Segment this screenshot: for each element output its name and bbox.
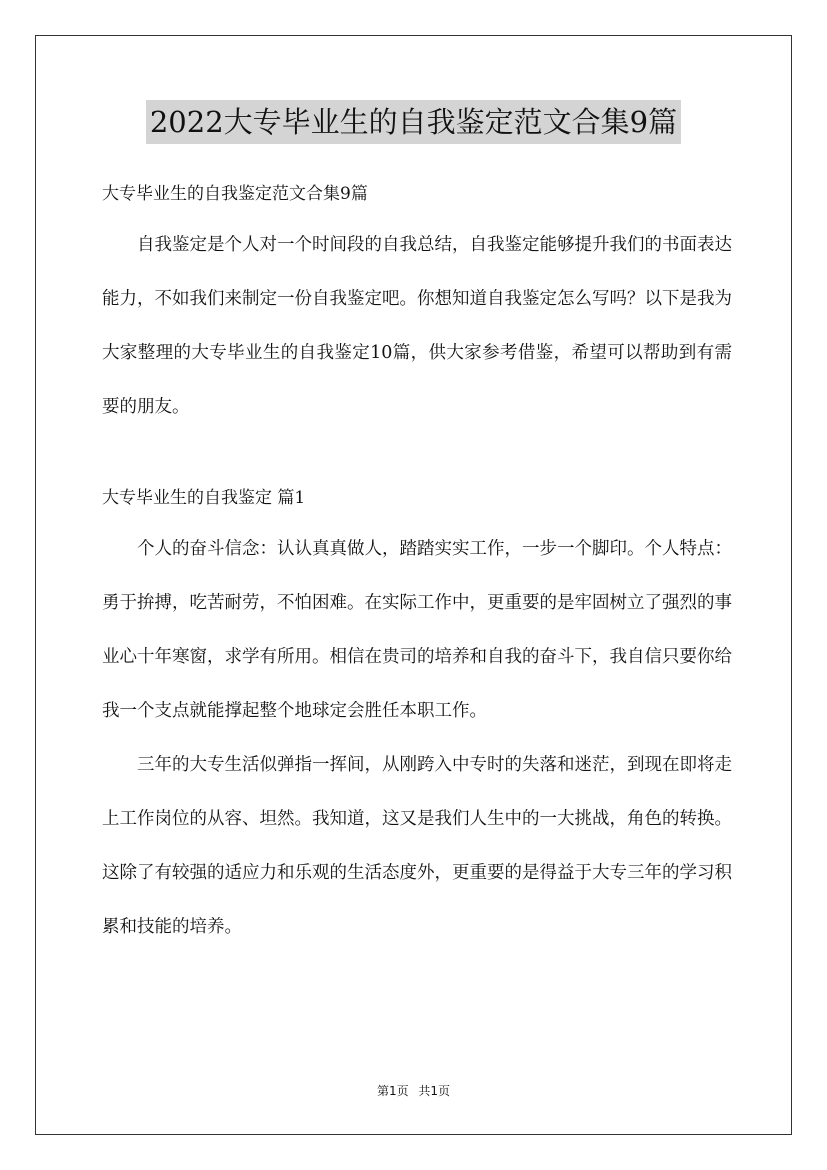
document-title-block — [0, 100, 827, 144]
page-total: 共1页 — [418, 1084, 451, 1098]
document-title: 2022大专毕业生的自我鉴定范文合集9篇 — [146, 100, 681, 144]
section-heading: 大专毕业生的自我鉴定 篇1 — [102, 488, 306, 508]
page-number: 第1页 — [376, 1084, 409, 1098]
page-footer — [0, 1082, 827, 1100]
body-paragraph: 三年的大专生活似弹指一挥间，从刚跨入中专时的失落和迷茫，到现在即将走上工作岗位的从容、坦然。我知道，这又是我们人生中的一大挑战，角色的转换。这除了有较强的适应力和乐观的生活态度外，更重要的是得益于大专三年的学习积累和技能的培养。 — [102, 755, 732, 937]
document-body — [102, 170, 732, 954]
document-subtitle: 大专毕业生的自我鉴定范文合集9篇 — [102, 184, 368, 204]
body-paragraph: 个人的奋斗信念：认认真真做人，踏踏实实工作，一步一个脚印。个人特点：勇于拚搏，吃苦耐劳，不怕困难。在实际工作中，更重要的是牢固树立了强烈的事业心十年寒窗，求学有所用。相信在贵司的培养和自我的奋斗下，我自信只要你给我一个支点就能撑起整个地球定会胜任本职工作。 — [102, 539, 732, 721]
section-spacer — [102, 434, 732, 474]
intro-paragraph: 自我鉴定是个人对一个时间段的自我总结，自我鉴定能够提升我们的书面表达能力，不如我们来制定一份自我鉴定吧。你想知道自我鉴定怎么写吗？以下是我为大家整理的大专毕业生的自我鉴定10篇，供大家参考借鉴，希望可以帮助到有需要的朋友。 — [102, 235, 732, 417]
